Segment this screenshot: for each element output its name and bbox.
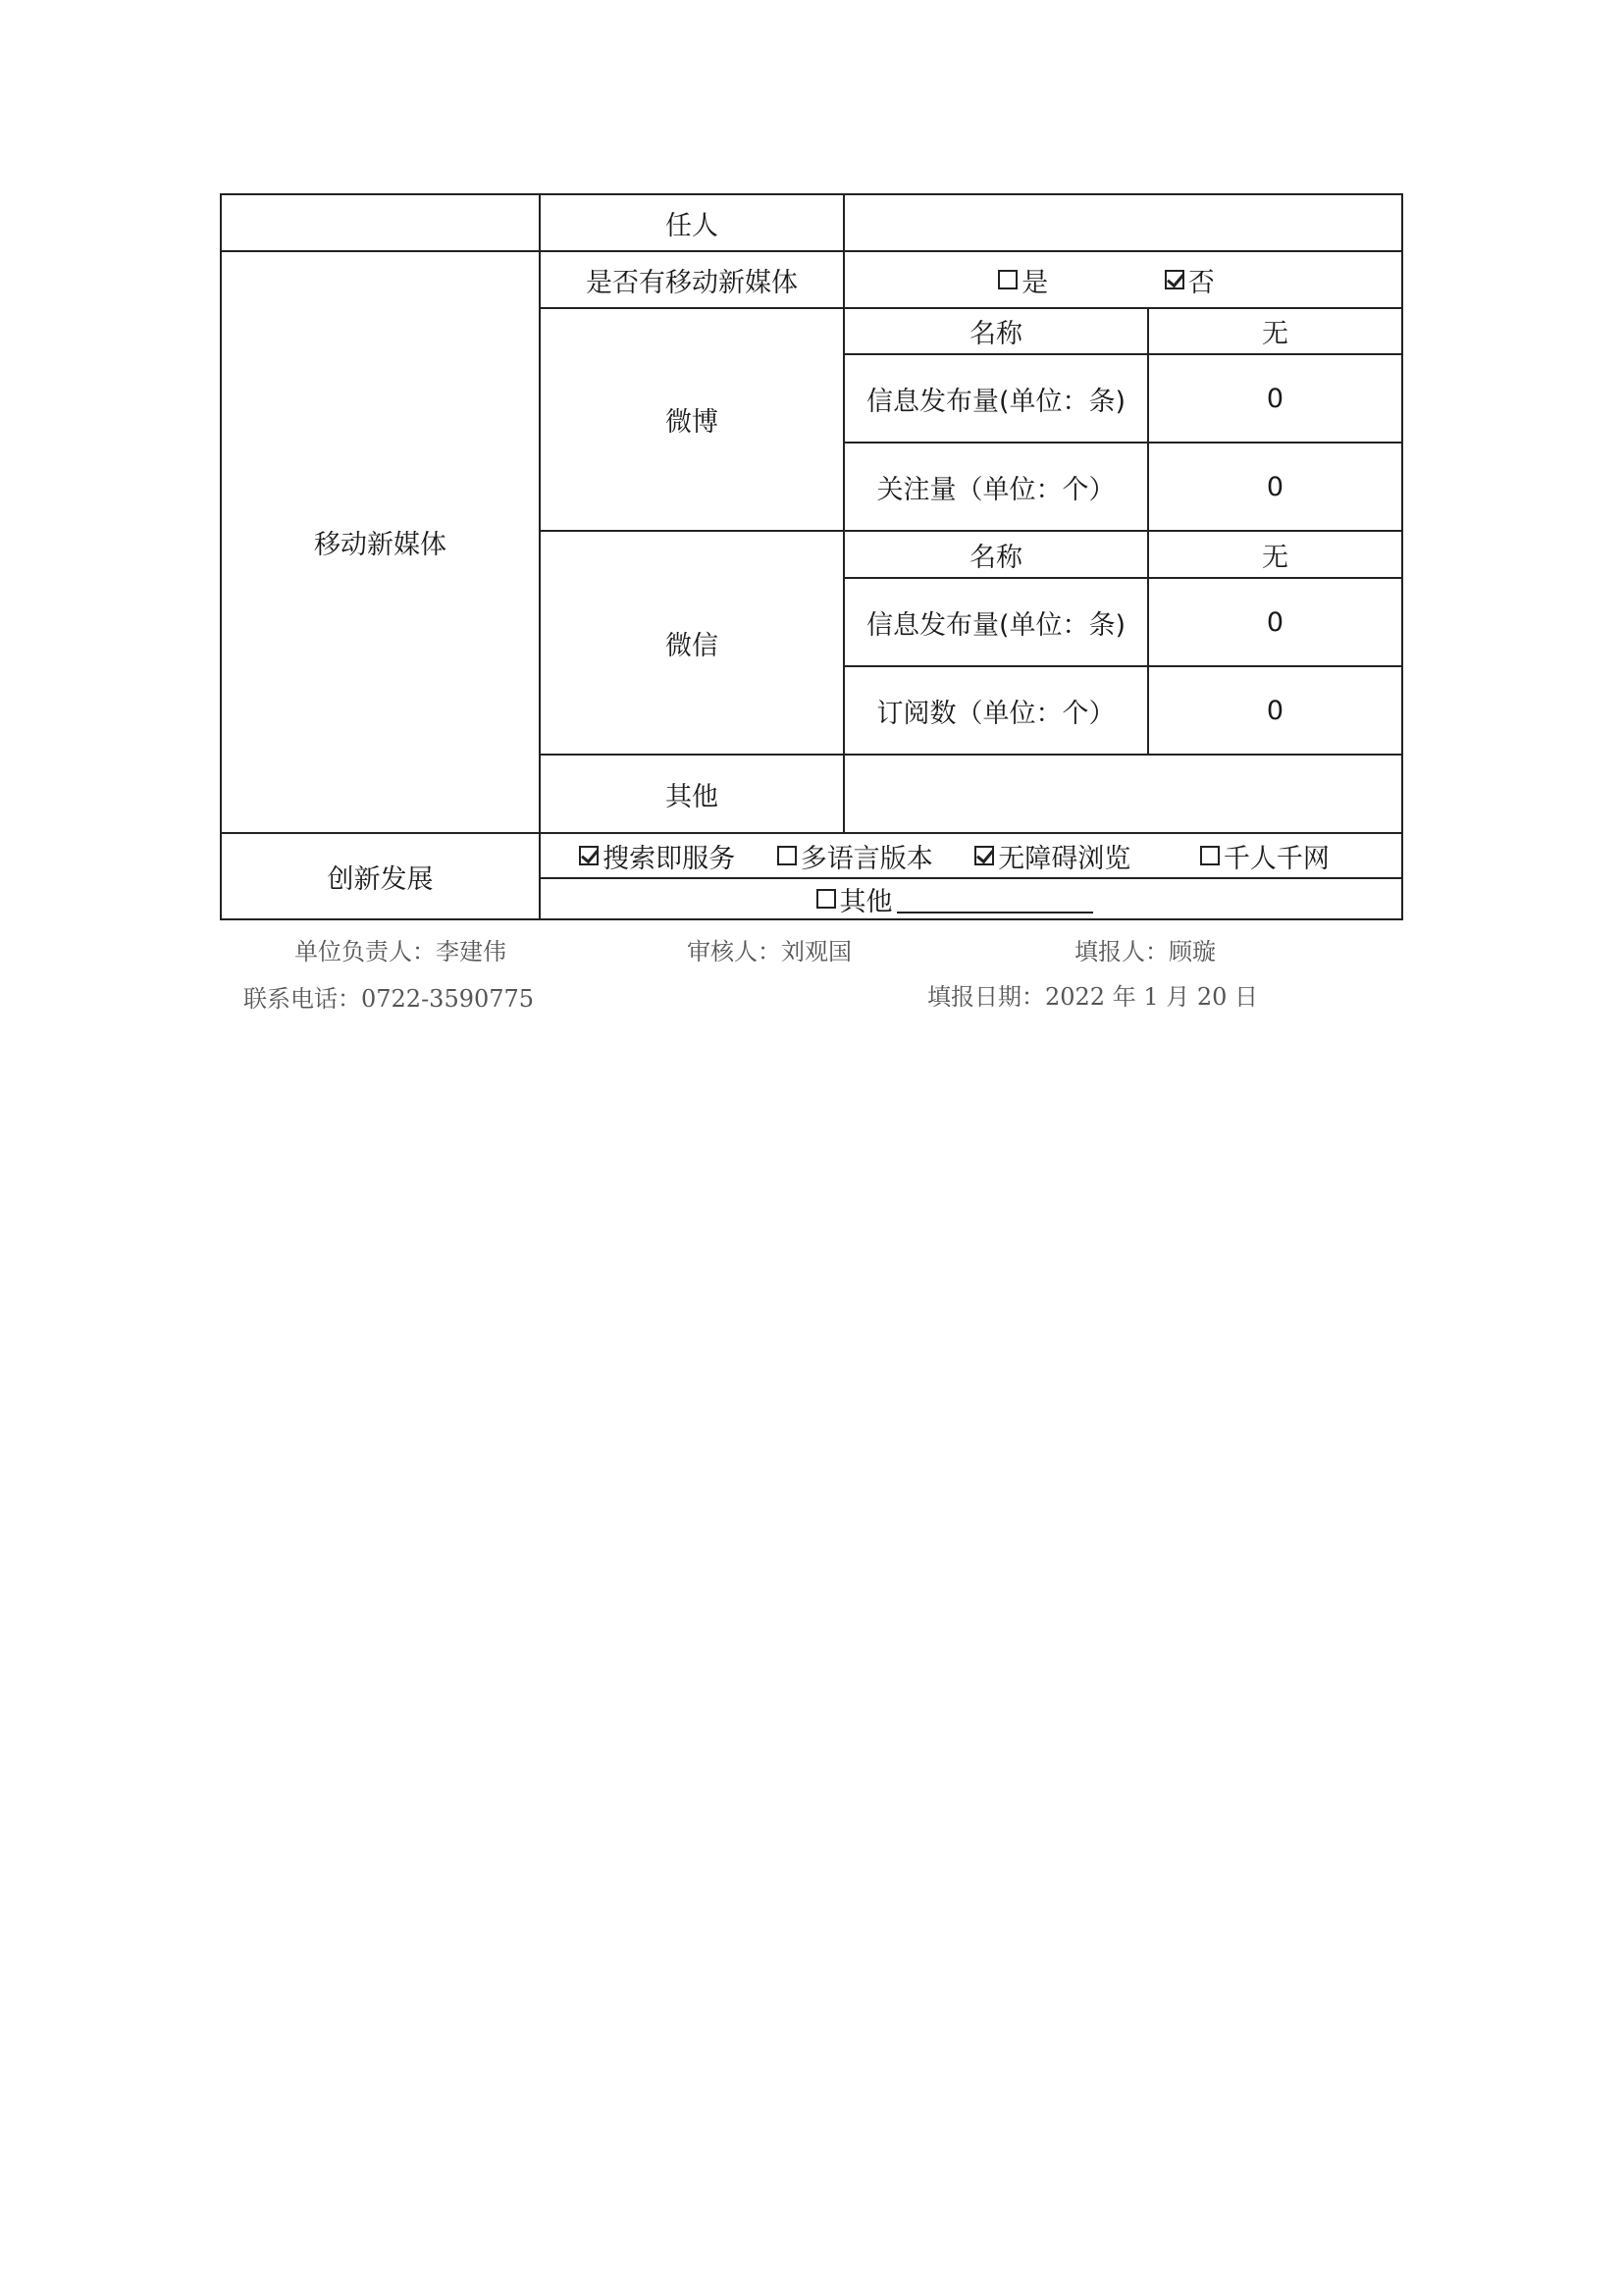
- weibo-name-label: 名称: [844, 308, 1148, 354]
- wechat-subscribers-value: 0: [1148, 666, 1402, 755]
- innovation-options: [540, 833, 1402, 878]
- option-multi-language-label: 多语言版本: [800, 843, 933, 874]
- top-label: 任人: [540, 194, 844, 251]
- option-innovation-other-label: 其他: [839, 886, 893, 917]
- row-top: [221, 194, 1402, 251]
- footer-reviewer: 审核人：刘观国: [687, 938, 852, 965]
- row-innovation-options: [221, 833, 1402, 878]
- option-search-service-label: 搜索即服务: [602, 843, 736, 874]
- option-search-service[interactable]: [579, 837, 735, 875]
- footer-phone: 联系电话：0722-3590775: [243, 985, 535, 1013]
- footer-filler: 填报人：顾璇: [1074, 938, 1216, 965]
- wechat-name-label: 名称: [844, 531, 1148, 578]
- section-label-mobile-media: 移动新媒体: [221, 251, 540, 833]
- checkbox-innovation-other[interactable]: [816, 889, 836, 909]
- option-innovation-other[interactable]: [816, 880, 1093, 918]
- cell-empty-top-right: [844, 194, 1402, 251]
- option-yes-label: 是: [1022, 267, 1049, 298]
- checkbox-no[interactable]: [1165, 270, 1184, 289]
- option-yes[interactable]: [998, 261, 1048, 299]
- wechat-subscribers-label: 订阅数（单位：个）: [844, 666, 1148, 755]
- has-mobile-media-options: [844, 251, 1402, 308]
- wechat-name-value: 无: [1148, 531, 1402, 578]
- other-label: 其他: [540, 755, 844, 833]
- footer-unit-head: 单位负责人：李建伟: [294, 938, 506, 965]
- other-value: [844, 755, 1402, 833]
- checkbox-search-service[interactable]: [579, 846, 599, 865]
- option-accessibility[interactable]: [974, 837, 1130, 875]
- option-thousand-sites[interactable]: [1200, 837, 1330, 875]
- option-thousand-sites-label: 千人千网: [1223, 843, 1330, 874]
- innovation-other-blank[interactable]: [897, 884, 1093, 913]
- weibo-name-value: 无: [1148, 308, 1402, 354]
- option-multi-language[interactable]: [777, 837, 933, 875]
- checkbox-thousand-sites[interactable]: [1200, 846, 1220, 865]
- innovation-label: 创新发展: [221, 833, 540, 919]
- checkbox-multi-language[interactable]: [777, 846, 797, 865]
- has-mobile-media-label: 是否有移动新媒体: [540, 251, 844, 308]
- checkbox-yes[interactable]: [998, 270, 1018, 289]
- weibo-posts-value: 0: [1148, 354, 1402, 443]
- weibo-followers-label: 关注量（单位：个）: [844, 443, 1148, 531]
- media-form-table: [220, 193, 1403, 920]
- cell-empty-top-left: [221, 194, 540, 251]
- wechat-posts-label: 信息发布量(单位：条): [844, 578, 1148, 666]
- checkbox-accessibility[interactable]: [974, 846, 994, 865]
- weibo-followers-value: 0: [1148, 443, 1402, 531]
- row-has-mobile-media: [221, 251, 1402, 308]
- weibo-label: 微博: [540, 308, 844, 531]
- option-no-label: 否: [1187, 267, 1215, 298]
- wechat-label: 微信: [540, 531, 844, 755]
- wechat-posts-value: 0: [1148, 578, 1402, 666]
- weibo-posts-label: 信息发布量(单位：条): [844, 354, 1148, 443]
- option-no[interactable]: [1165, 261, 1215, 299]
- option-accessibility-label: 无障碍浏览: [998, 843, 1131, 874]
- innovation-other: [540, 878, 1402, 919]
- footer-date: 填报日期：2022 年 1 月 20 日: [927, 983, 1259, 1011]
